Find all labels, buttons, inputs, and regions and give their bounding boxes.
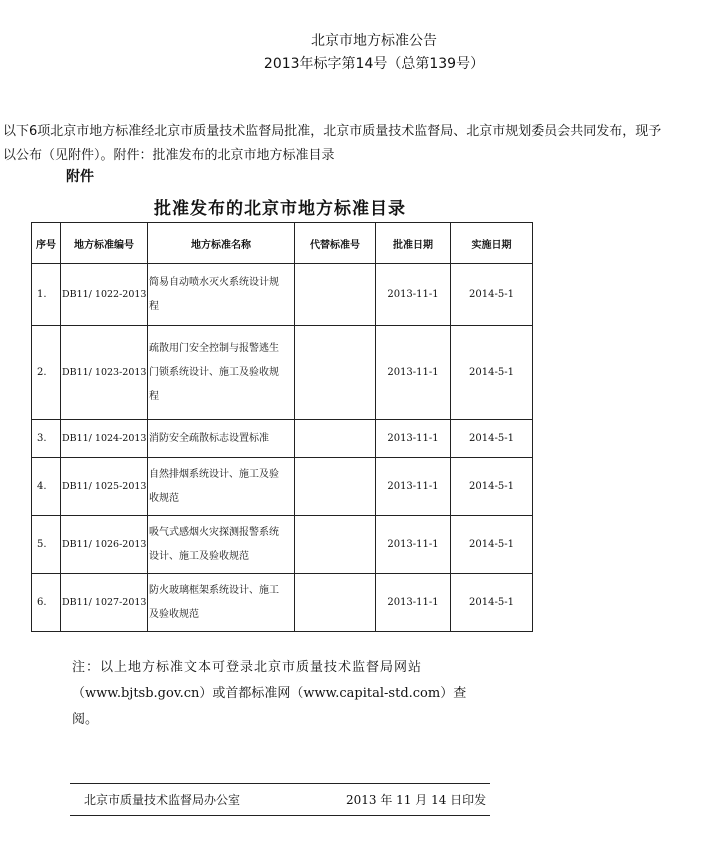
- cell-replaced: [295, 574, 376, 632]
- cell-name-line: 吸气式感烟火灾探测报警系统: [149, 526, 279, 538]
- footer-date: 2013 年 11 月 14 日印发: [346, 793, 487, 807]
- cell-effective: 2014-5-1: [451, 326, 533, 420]
- cell-approved: 2013-11-1: [376, 264, 451, 326]
- cell-code: DB11/ 1026-2013: [61, 516, 148, 574]
- catalog-title: 批准发布的北京市地方标准目录: [154, 199, 406, 219]
- table-header-row: [32, 223, 533, 264]
- header-code: 地方标准编号: [61, 223, 148, 264]
- cell-name: [148, 574, 295, 632]
- cell-replaced: [295, 420, 376, 458]
- table-row: [32, 326, 533, 420]
- cell-approved: 2013-11-1: [376, 516, 451, 574]
- cell-name-line: 自然排烟系统设计、施工及验: [149, 468, 279, 480]
- footer-rule-top: [70, 783, 490, 784]
- footer-rule-bottom: [70, 815, 490, 816]
- cell-name: [148, 516, 295, 574]
- cell-name-line: 设计、施工及验收规范: [149, 550, 249, 562]
- table-row: [32, 420, 533, 458]
- header-name: 地方标准名称: [148, 223, 295, 264]
- intro-line-1: 以下6项北京市地方标准经北京市质量技术监督局批准，北京市质量技术监督局、北京市规划委员会共同发布，现予: [3, 124, 662, 139]
- cell-approved: 2013-11-1: [376, 574, 451, 632]
- header-replaced: 代替标准号: [295, 223, 376, 264]
- cell-approved: 2013-11-1: [376, 326, 451, 420]
- cell-effective: 2014-5-1: [451, 264, 533, 326]
- cell-name: [148, 326, 295, 420]
- cell-effective: 2014-5-1: [451, 574, 533, 632]
- note-line-3: 阅。: [72, 712, 99, 727]
- standards-table: [31, 222, 533, 632]
- cell-name-line: 消防安全疏散标志设置标准: [149, 432, 269, 444]
- cell-code: DB11/ 1023-2013: [61, 326, 148, 420]
- table-row: [32, 574, 533, 632]
- note-line-2: （www.bjtsb.gov.cn）或首都标准网（www.capital-std.com）查: [72, 686, 467, 701]
- cell-name-line: 程: [149, 300, 159, 312]
- cell-name-line: 程: [149, 390, 159, 402]
- cell-approved: 2013-11-1: [376, 420, 451, 458]
- cell-name: [148, 458, 295, 516]
- cell-effective: 2014-5-1: [451, 420, 533, 458]
- cell-code: DB11/ 1025-2013: [61, 458, 148, 516]
- intro-line-2: 以公布（见附件）。附件：批准发布的北京市地方标准目录: [3, 148, 335, 163]
- cell-replaced: [295, 516, 376, 574]
- cell-seq: 3.: [32, 420, 61, 458]
- cell-seq: 2.: [32, 326, 61, 420]
- cell-name-line: 简易自动喷水灭火系统设计规: [149, 276, 279, 288]
- cell-effective: 2014-5-1: [451, 458, 533, 516]
- cell-name: [148, 420, 295, 458]
- cell-effective: 2014-5-1: [451, 516, 533, 574]
- cell-name-line: 防火玻璃框架系统设计、施工: [149, 584, 279, 596]
- note-line-1: 注：以上地方标准文本可登录北京市质量技术监督局网站: [72, 660, 423, 675]
- cell-replaced: [295, 326, 376, 420]
- cell-replaced: [295, 264, 376, 326]
- cell-code: DB11/ 1027-2013: [61, 574, 148, 632]
- cell-approved: 2013-11-1: [376, 458, 451, 516]
- cell-seq: 6.: [32, 574, 61, 632]
- table-row: [32, 264, 533, 326]
- announcement-title: 北京市地方标准公告: [311, 33, 437, 49]
- cell-replaced: [295, 458, 376, 516]
- cell-code: DB11/ 1024-2013: [61, 420, 148, 458]
- announcement-number: 2013年标字第14号（总第139号）: [263, 56, 485, 72]
- cell-code: DB11/ 1022-2013: [61, 264, 148, 326]
- cell-seq: 5.: [32, 516, 61, 574]
- cell-name-line: 疏散用门安全控制与报警逃生: [149, 342, 279, 354]
- header-effective: 实施日期: [451, 223, 533, 264]
- cell-name: [148, 264, 295, 326]
- note: [72, 655, 512, 733]
- announcement-intro: [3, 120, 719, 168]
- cell-name-line: 收规范: [149, 492, 179, 504]
- cell-seq: 4.: [32, 458, 61, 516]
- footer-office: 北京市质量技术监督局办公室: [84, 793, 241, 807]
- table-row: [32, 516, 533, 574]
- table-row: [32, 458, 533, 516]
- header-approved: 批准日期: [376, 223, 451, 264]
- footer: [84, 791, 494, 808]
- header-seq: 序号: [32, 223, 61, 264]
- cell-seq: 1.: [32, 264, 61, 326]
- attachment-label: 附件: [66, 169, 94, 185]
- cell-name-line: 及验收规范: [149, 608, 199, 620]
- table-body: [32, 264, 533, 632]
- cell-name-line: 门锁系统设计、施工及验收规: [149, 366, 279, 378]
